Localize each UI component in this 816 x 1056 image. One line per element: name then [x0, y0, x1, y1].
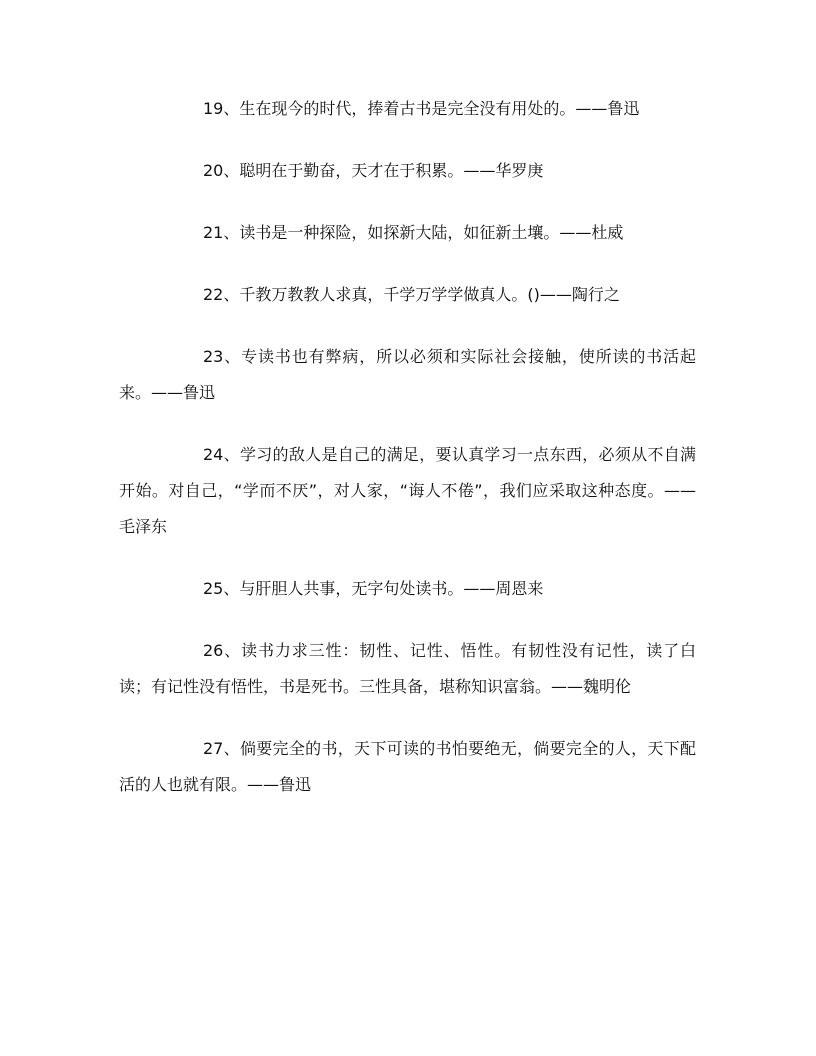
paragraph-gap — [119, 251, 696, 277]
paragraph-gap — [119, 607, 696, 633]
paragraph-gap — [119, 411, 696, 437]
quote-24: 24、学习的敌人是自己的满足，要认真学习一点东西，必须从不自满开始。对自己，“学而不厌”，对人家，“诲人不倦”，我们应采取这种态度。——毛泽东 — [119, 445, 696, 536]
paragraph-gap — [119, 545, 696, 571]
paragraph-gap — [119, 705, 696, 731]
quote-20: 20、聪明在于勤奋，天才在于积累。——华罗庚 — [203, 161, 544, 180]
paragraph-gap — [119, 313, 696, 339]
quote-19: 19、生在现今的时代，捧着古书是完全没有用处的。——鲁迅 — [203, 99, 640, 118]
quote-21: 21、读书是一种探险，如探新大陆，如征新土壤。——杜威 — [203, 223, 624, 242]
quote-26: 26、读书力求三性：韧性、记性、悟性。有韧性没有记性，读了白读；有记性没有悟性，书是死书。三性具备，堪称知识富翁。——魏明伦 — [119, 641, 696, 696]
quote-22: 22、千教万教教人求真，千学万学学做真人。()——陶行之 — [203, 285, 620, 304]
quote-25: 25、与肝胆人共事，无字句处读书。——周恩来 — [203, 579, 544, 598]
paragraph-gap — [119, 127, 696, 153]
quote-list — [119, 91, 696, 803]
paragraph-gap — [119, 189, 696, 215]
quote-23: 23、专读书也有弊病，所以必须和实际社会接触，使所读的书活起来。——鲁迅 — [119, 347, 696, 402]
quote-27: 27、倘要完全的书，天下可读的书怕要绝无，倘要完全的人，天下配活的人也就有限。——鲁迅 — [119, 739, 696, 794]
